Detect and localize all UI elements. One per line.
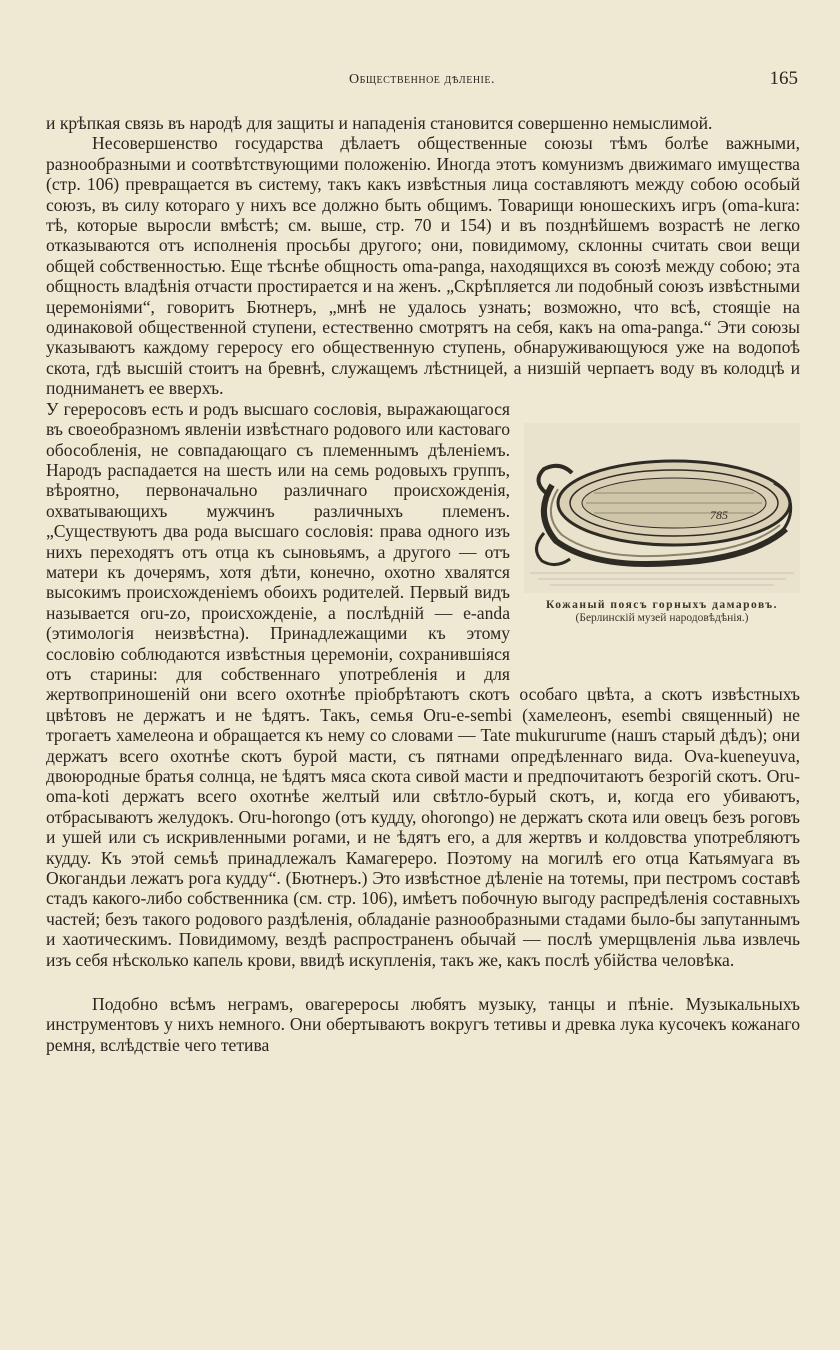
page-header xyxy=(46,68,798,98)
caption-note: (Берлинскій музей народовѣдѣнія.) xyxy=(575,611,749,624)
figure-leather-belt xyxy=(524,423,800,669)
paragraph-state-unions: Несовершенство государства дѣлаетъ общественные союзы тѣмъ болѣе важными, разнообразными и соотвѣтствующими положенію. Иногда этотъ комунизмъ движимаго имущества (стр. 106) превращается въ систему, такъ какъ извѣстныя лица составляютъ между собою особый союзъ, въ силу котораго у нихъ все должно быть общимъ. Товарищи юношескихъ игръ (oma-kura: тѣ, которые выросли вмѣстѣ; см. выше, стр. 70 и 154) и въ позднѣйшемъ возрастѣ не легко отказываются отъ исполненія просьбы другого; они, повидимому, склонны считать свои вещи общей собственностью. Еще тѣснѣе общность oma-panga, находящихся въ союзѣ между собою; эта общность владѣнія отчасти простирается и на женъ. „Скрѣпляется ли подобный союзъ извѣстными церемоніями“, говоритъ Бютнеръ, „мнѣ не удалось узнать; возможно, что всѣ, стоящіе на одинаковой общественной ступени, естественно смотрятъ на себя, какъ на oma-panga.“ Эти союзы указываютъ каждому гереросу его общественную ступень, обнаруживающуюся уже на водопоѣ скота, гдѣ высшій стоитъ на бревнѣ, служащемъ лѣстницей, а низшій черпаетъ воду въ колодцѣ и подниманетъ ее вверхъ. xyxy=(46,133,800,399)
paragraph-music: Подобно всѣмъ неграмъ, овагереросы любятъ музыку, танцы и пѣніе. Музыкальныхъ инструментовъ у нихъ немного. Они обертываютъ вокругъ тетивы и древка лука кусочекъ кожанаго ремня, вслѣдствіе чего тетива xyxy=(46,994,800,1055)
caption-title: Кожаный поясъ горныхъ дамаровъ. xyxy=(546,598,778,611)
leather-belt-illustration xyxy=(524,423,800,593)
figure-caption xyxy=(524,599,800,625)
paragraph-continuation: и крѣпкая связь въ народѣ для защиты и нападенія становится совершенно немыслимой. xyxy=(46,113,713,133)
running-title: Общественное дѣленіе. xyxy=(349,72,495,87)
page-body xyxy=(46,113,800,1055)
page-number: 165 xyxy=(769,68,798,89)
belt-inscription: 785 xyxy=(710,507,728,522)
paragraph-upper-class: У гереросовъ есть и родъ высшаго сословія, выражающагося въ своеобразномъ явленіи извѣстнаго родового или кастоваго обособленія, не совпадающаго съ племеннымъ дѣленіемъ. Народъ распадается на шесть или на семь родовыхъ группъ, вѣроятно, первоначально различнаго происхожденія, охватывающихъ мужчинъ различныхъ племенъ. „Существуютъ два рода высшаго сословія: права одного изъ нихъ переходятъ отъ отца къ сыновьямъ, а другого — отъ матери къ дочерямъ, хотя дѣти, конечно, охотно хвалятся высокимъ происхожденіемъ обоихъ родителей. Первый видъ называется oru-zo, происхожденіе, а послѣдній — e-anda (этимологія неизвѣстна). Принадлежащими къ этому сословію соблюдаются извѣстныя церемоніи, сохранившіяся отъ старины: для собственнаго употребленія и для жертвоприношеній они всего охотнѣе пріобрѣтаютъ скотъ особаго цвѣта, а скотъ извѣстныхъ цвѣтовъ не держатъ и не ѣдятъ. Такъ, семья Oru-e-sembi (хамелеонъ, esembi священный) не трогаетъ хамелеона и обращается къ нему со словами — Tate mukururume (нашъ старый дѣдъ); они держатъ всего охотнѣе скотъ бурой масти, съ пятнами опредѣленнаго вида. Ova-kuenеyuva, двоюродные братья солнца, не ѣдятъ мяса скота сивой масти и предпочитаютъ безрогій скотъ. Oru-oma-koti держатъ всего охотнѣе желтый или свѣтло-бурый скотъ, и, когда его убиваютъ, отбрасываютъ желудокъ. Oru-horongo (отъ кудду, ohorongo) не держатъ скота или овецъ безъ роговъ и ушей или съ искривленными рогами, и не ѣдятъ его, а для жертвъ и колдовства употребляютъ кудду. Къ этой семьѣ принадлежалъ Камагереро. Поэтому на могилѣ его отца Катьямуага въ Окогандьи лежатъ рога кудду“. (Бютнеръ.) Это извѣстное дѣленіе на тотемы, при пестромъ составѣ стадъ какого-либо собственника (см. стр. 106), имѣетъ побочную выгоду распредѣленія составныхъ частей; безъ такого родового раздѣленія, обладаніе разнообразными стадами было-бы запутаннымъ и хаотическимъ. Повидимому, вездѣ распространенъ обычай — послѣ умерщвленія льва извлечь изъ себя нѣсколько капель крови, ввидѣ искупленія, такъ же, какъ послѣ убійства человѣка. xyxy=(46,398,800,970)
